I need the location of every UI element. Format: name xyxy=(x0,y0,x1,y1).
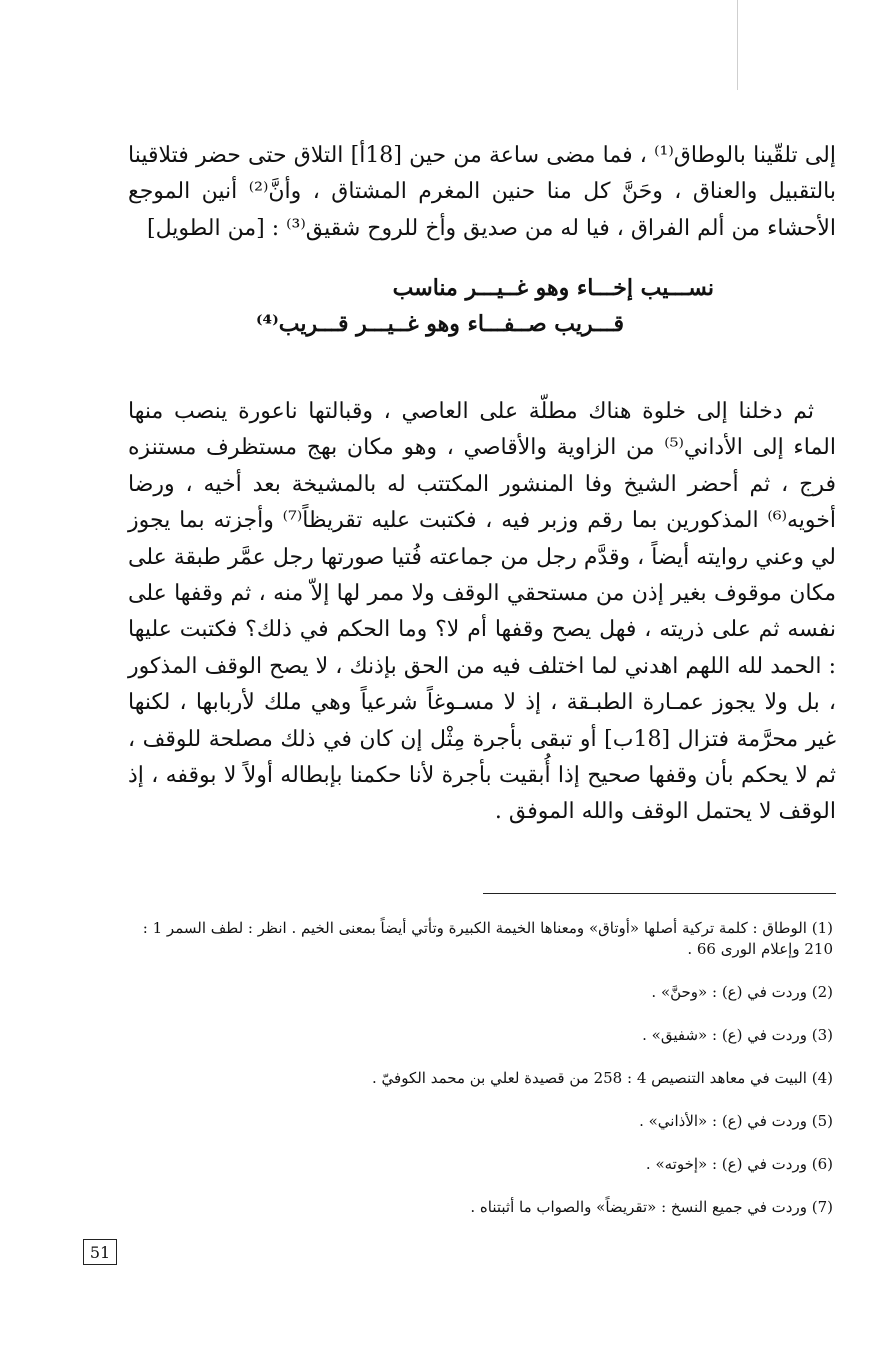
paragraph-2 xyxy=(128,394,836,831)
poem-verse-1-text: نســـيب إخـــاء وهو غــيـــر مناسب xyxy=(392,275,714,301)
poem-verse-1 xyxy=(128,270,836,306)
footnote-3: (3) وردت في (ع) : «شفيق» . xyxy=(642,1026,833,1044)
footnote-6: (6) وردت في (ع) : «إخوته» . xyxy=(645,1155,833,1173)
page-number: 51 xyxy=(83,1239,117,1265)
paragraph-2-text: ثم دخلنا إلى خلوة هناك مطلّة على العاصي ، وقبالتها ناعورة ينصب منها الماء إلى الأداني⁽⁵⁾ من الزاوية والأقاصي ، وهو مكان بهج مستظرف مستنزه فرج ، ثم أحضر الشيخ وفا المنشور المكتتب له بالمشيخة بعد أخيه ، ورضا أخويه⁽⁶⁾ المذكورين بما رقم وزبر فيه ، فكتبت عليه تقريظاً⁽⁷⁾ وأجزته بما يجوز لي وعني روايته أيضاً ، وقدَّم رجل من جماعته فُتيا صورتها رجل عمَّر طبقة على مكان موقوف بغير إذن من مستحقي الوقف ولا ممر لها إلاّ منه ، ثم وقفها على نفسه ثم على ذريته ، فهل يصح وقفها أم لا؟ وما الحكم في ذلك؟ فكتبت عليها : الحمد لله اللهم اهدني لما اختلف فيه من الحق بإذنك ، لا يصح الوقف المذكور ، بل ولا يجوز عمـارة الطبـقة ، إذ لا مسـوغاً شرعياً وهي ملك لأربابها ، لكنها غير محرَّمة فتزال [18ب] أو تبقى بأجرة مِثْل إن كان في ذلك مصلحة للوقف ، ثم لا يحكم بأن وقفها صحيح إذا أُبقيت بأجرة لأنا حكمنا بإبطاله أولاً لا بوقفه ، إذ الوقف لا يحتمل الوقف والله الموفق . xyxy=(128,399,837,825)
footnote-7: (7) وردت في جميع النسخ : «تقريضاً» والصواب ما أثبتناه . xyxy=(470,1198,833,1216)
page-edge-line xyxy=(737,0,738,90)
footnote-5: (5) وردت في (ع) : «الأذاني» . xyxy=(639,1112,833,1130)
paragraph-1-text: إلى تلقّينا بالوطاق⁽¹⁾ ، فما مضى ساعة من حين [18أ] التلاق حتى حضر فتلاقينا بالتقبيل والعناق ، وحَنَّ كل منا حنين المغرم المشتاق ، وأنَّ⁽²⁾ أنين الموجع الأحشاء من ألم الفراق ، فيا له من صديق وأخ للروح شقيق⁽³⁾ : [من الطويل] xyxy=(128,143,837,241)
footnote-1: (1) الوطاق : كلمة تركية أصلها «أوتاق» ومعناها الخيمة الكبيرة وتأتي أيضاً بمعنى الخيم . انظر : لطف السمر 1 : 210 وإعلام الورى 66 . xyxy=(142,919,833,958)
poem-verse-2-text: قـــريب صــفـــاء وهو غــيـــر قـــريب⁽⁴⁾ xyxy=(255,311,624,337)
footnote-2: (2) وردت في (ع) : «وحنَّ» . xyxy=(651,983,833,1001)
footnote-4: (4) البيت في معاهد التنصيص 4 : 258 من قصيدة لعلي بن محمد الكوفيّ . xyxy=(371,1069,833,1087)
paragraph-1 xyxy=(128,138,836,247)
footnote-separator xyxy=(483,893,836,894)
poem xyxy=(128,270,836,342)
poem-verse-2 xyxy=(128,306,836,342)
footnotes xyxy=(128,918,833,1240)
